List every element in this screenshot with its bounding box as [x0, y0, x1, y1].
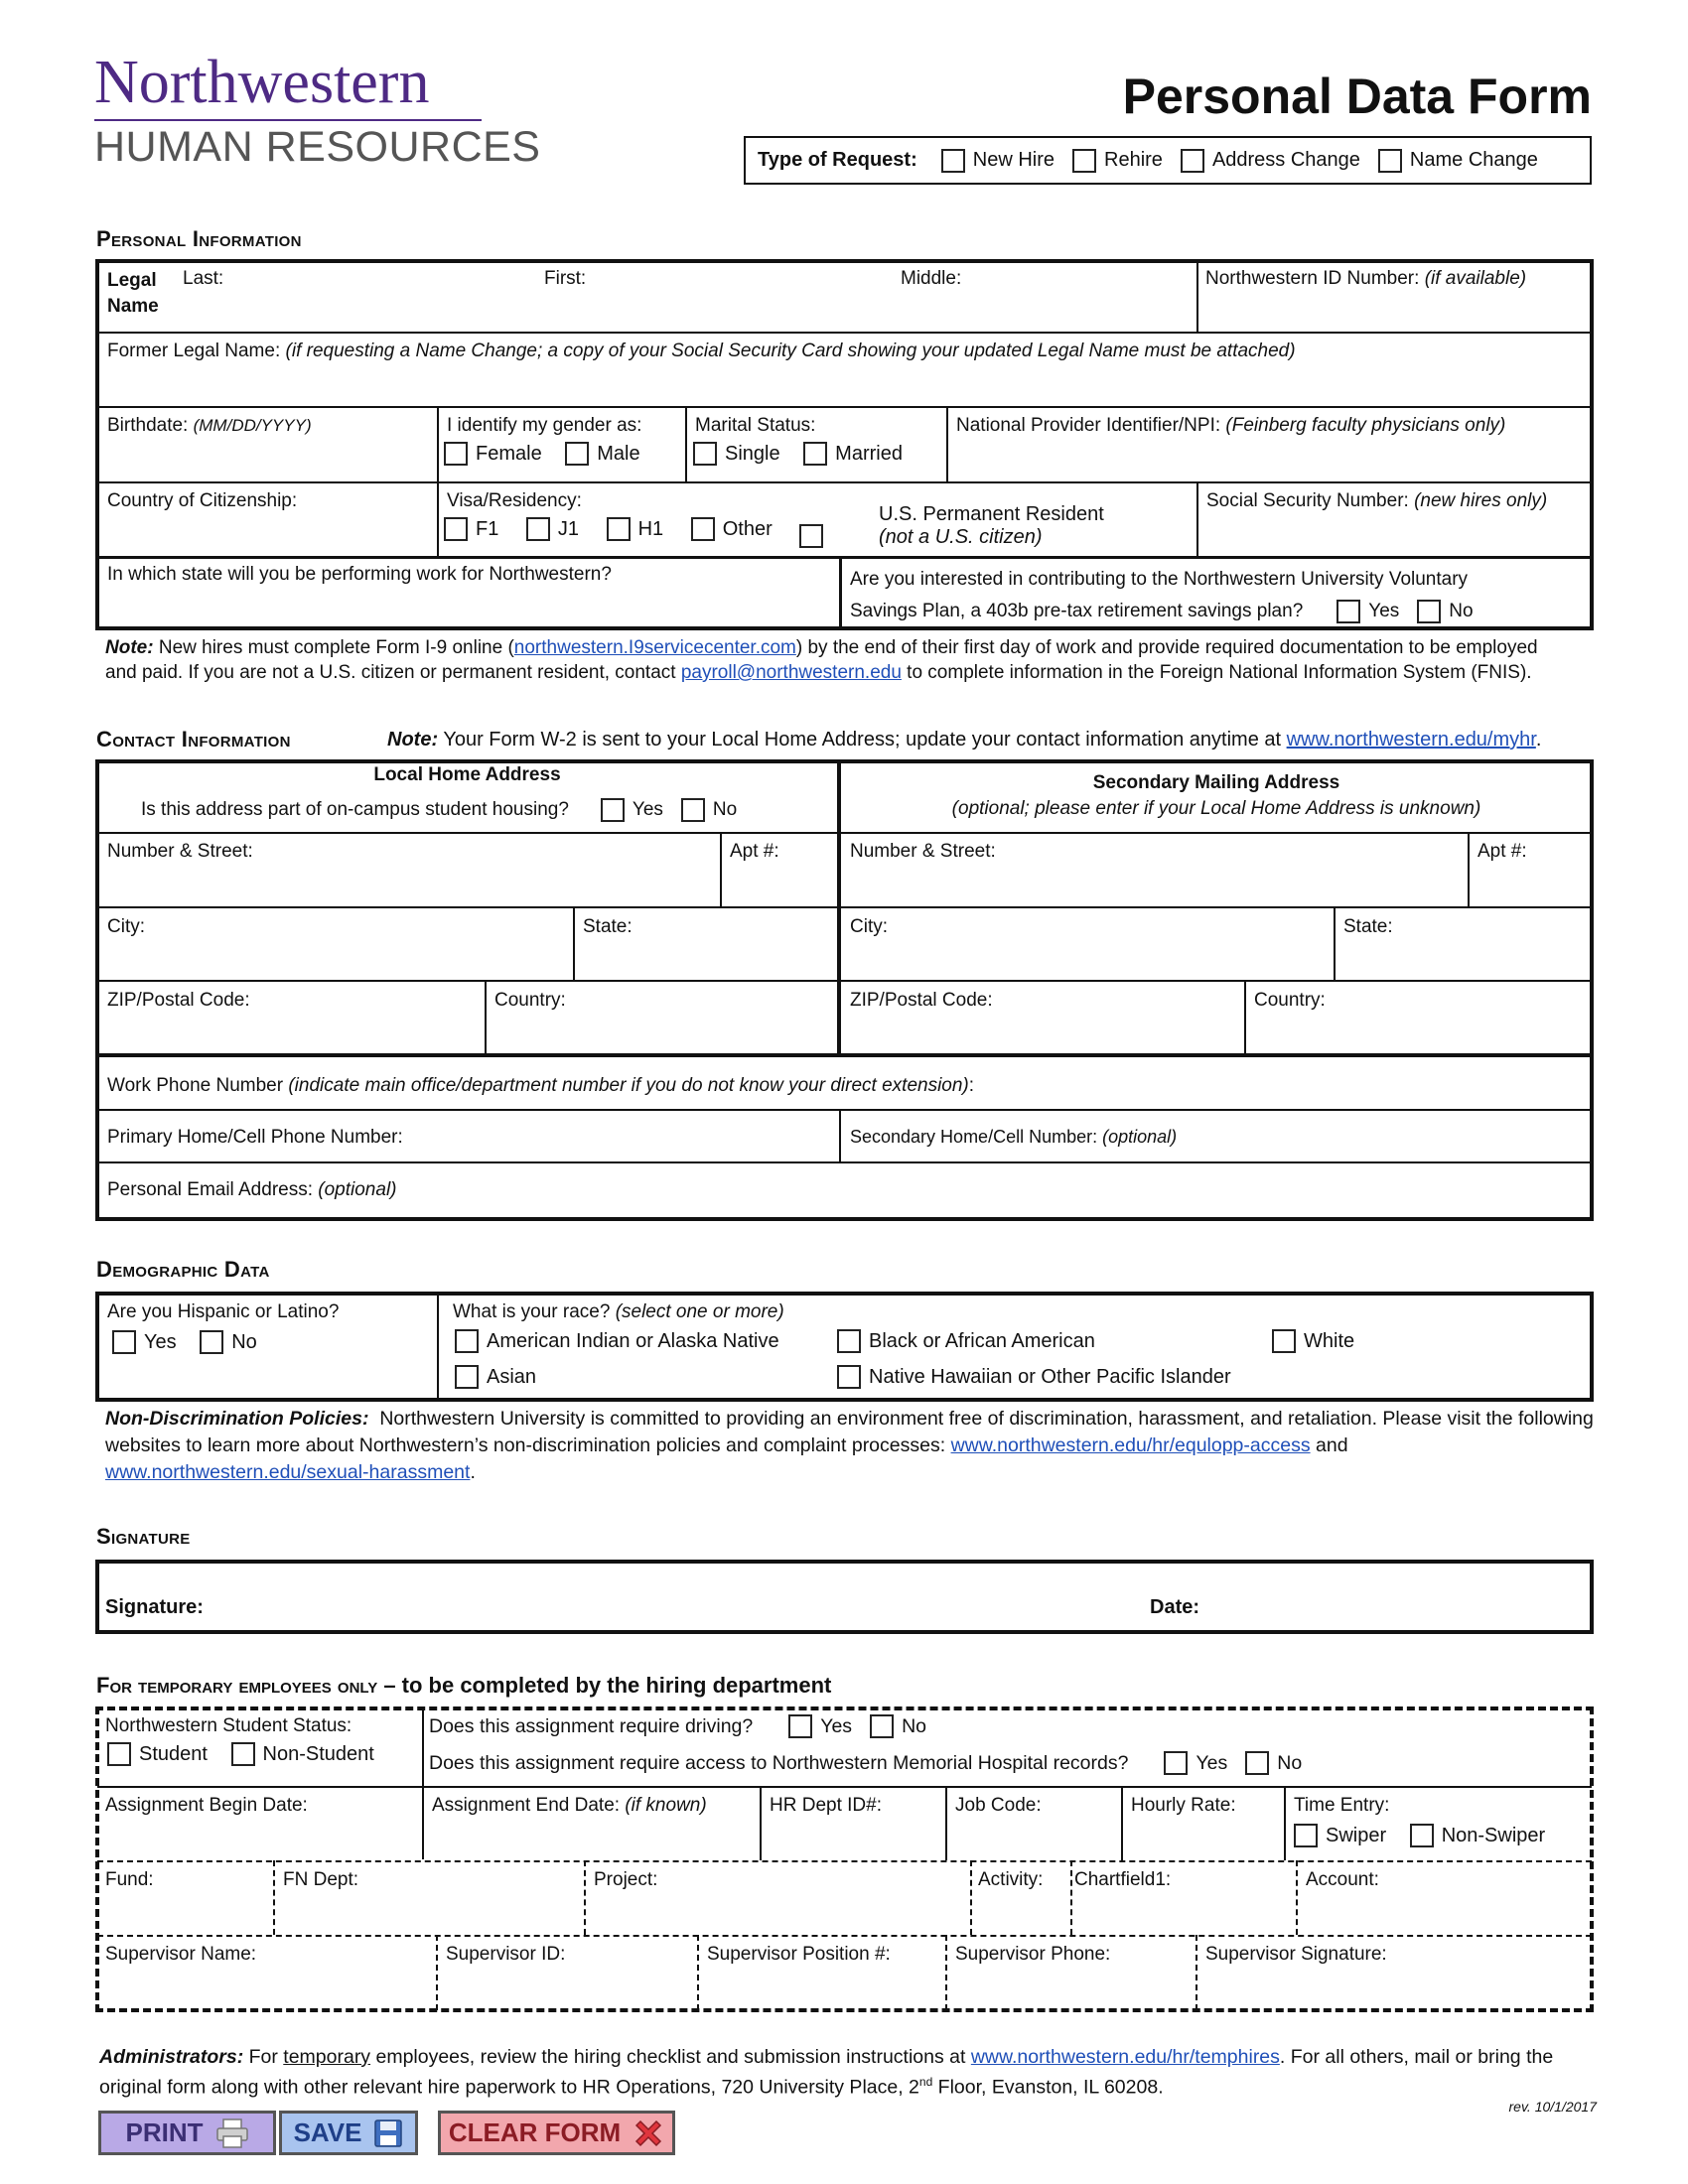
- male-label: Male: [597, 442, 640, 465]
- job-code-input[interactable]: [951, 1821, 1116, 1856]
- married-label: Married: [835, 442, 903, 465]
- secondary-zip-input[interactable]: [846, 1014, 1239, 1049]
- row-divider: [97, 1860, 1592, 1862]
- legal-name-input[interactable]: [179, 292, 1182, 328]
- ssn-input[interactable]: [1203, 516, 1589, 552]
- single-checkbox[interactable]: [693, 442, 717, 466]
- row-divider: [97, 832, 1592, 834]
- nu-id-input[interactable]: [1201, 294, 1589, 328]
- hospital-yes-label: Yes: [1196, 1751, 1228, 1774]
- hospital-question: Does this assignment require access to Northwestern Memorial Hospital records? Yes No: [429, 1751, 1303, 1774]
- sexual-harassment-link[interactable]: www.northwestern.edu/sexual-harassment: [105, 1461, 471, 1483]
- project-input[interactable]: [590, 1894, 965, 1932]
- j1-label: J1: [557, 517, 580, 540]
- married-checkbox[interactable]: [803, 442, 827, 466]
- perm-resident-label: U.S. Permanent Resident (not a U.S. citizen): [879, 503, 1104, 548]
- nu-id-label: Northwestern ID Number: (if available): [1205, 268, 1527, 289]
- supervisor-position-input[interactable]: [703, 1970, 941, 2005]
- end-date-label: Assignment End Date: (if known): [432, 1795, 707, 1816]
- other-visa-label: Other: [722, 517, 773, 540]
- clear-form-button-label: CLEAR FORM: [448, 2117, 622, 2147]
- payroll-email-link[interactable]: payroll@northwestern.edu: [680, 662, 902, 683]
- h1-label: H1: [637, 517, 664, 540]
- rehire-checkbox[interactable]: [1072, 149, 1096, 173]
- white-checkbox[interactable]: [1272, 1329, 1296, 1353]
- secondary-city-label: City:: [850, 916, 888, 937]
- myhr-link[interactable]: www.northwestern.edu/myhr: [1286, 729, 1536, 751]
- birthdate-label: Birthdate: (MM/DD/YYYY): [107, 415, 312, 436]
- col-divider: [422, 1708, 424, 1859]
- work-phone-input[interactable]: [1043, 1064, 1587, 1104]
- race-white: [1272, 1329, 1372, 1359]
- name-change-label: Name Change: [1409, 149, 1538, 171]
- former-name-input[interactable]: [103, 365, 1588, 403]
- student-status-label: Northwestern Student Status:: [105, 1715, 352, 1736]
- save-button[interactable]: [279, 2111, 418, 2155]
- personal-info-heading: Personal Information: [96, 226, 302, 251]
- name-change-checkbox[interactable]: [1378, 149, 1402, 173]
- citizenship-label: Country of Citizenship:: [107, 490, 298, 511]
- american-indian-checkbox[interactable]: [455, 1329, 479, 1353]
- new-hire-label: New Hire: [972, 149, 1055, 171]
- project-label: Project:: [594, 1869, 658, 1890]
- local-home-title: Local Home Address: [373, 764, 561, 785]
- savings-yes-label: Yes: [1368, 601, 1400, 621]
- visa-options: [444, 517, 823, 548]
- secondary-street-label: Number & Street:: [850, 841, 996, 862]
- birthdate-input[interactable]: [103, 441, 431, 478]
- floppy-disk-icon: [373, 2118, 403, 2148]
- hispanic-no-label: No: [231, 1330, 257, 1353]
- work-phone-label: Work Phone Number (indicate main office/department number if you do not know your direct extension):: [107, 1075, 975, 1096]
- row-divider: [97, 980, 1592, 982]
- activity-input[interactable]: [976, 1894, 1065, 1932]
- other-visa-checkbox[interactable]: [691, 517, 715, 541]
- logo: [94, 49, 541, 172]
- contact-info-heading: Contact Information: [96, 727, 291, 751]
- secondary-address-title: Secondary Mailing Address (optional; please enter if your Local Home Address is unknown): [951, 772, 1481, 819]
- row-divider: [97, 906, 1592, 908]
- asian-label: Asian: [487, 1365, 537, 1388]
- row-divider: [97, 1786, 1592, 1788]
- hospital-no-label: No: [1277, 1751, 1303, 1774]
- primary-phone-input[interactable]: [427, 1116, 834, 1156]
- middle-name-label: Middle:: [901, 268, 962, 289]
- rehire-label: Rehire: [1104, 149, 1163, 171]
- hispanic-yes-checkbox[interactable]: [112, 1330, 136, 1354]
- race-question: What is your race? (select one or more): [453, 1301, 784, 1322]
- logo-rule: [94, 119, 482, 121]
- revision-date: rev. 10/1/2017: [1508, 2099, 1597, 2115]
- supervisor-id-label: Supervisor ID:: [446, 1944, 566, 1965]
- american-indian-label: American Indian or Alaska Native: [487, 1329, 779, 1352]
- supervisor-name-label: Supervisor Name:: [105, 1944, 257, 1965]
- email-input[interactable]: [427, 1168, 1589, 1210]
- signature-label: Signature:: [105, 1596, 204, 1618]
- print-button-label: PRINT: [125, 2117, 204, 2147]
- non-discrimination-policy: Non-Discrimination Policies: Northwestern University is committed to providing an environment free of discrimination, harassment, and retaliation. Please visit the following websites to learn more about Northwestern’s non-discrimination policies and complaint processes: www.northwestern.edu/hr/equlopp-access and www.northwestern.edu/sexual-harassment.: [105, 1408, 1594, 1483]
- new-hire-checkbox[interactable]: [941, 149, 965, 173]
- driving-question: Does this assignment require driving? Yes No: [429, 1714, 926, 1737]
- local-state-label: State:: [583, 916, 633, 937]
- clear-form-button[interactable]: [438, 2111, 675, 2155]
- hr-dept-input[interactable]: [766, 1821, 940, 1856]
- first-name-label: First:: [544, 268, 587, 289]
- local-apt-label: Apt #:: [730, 841, 779, 862]
- npi-input[interactable]: [953, 441, 1589, 478]
- account-input[interactable]: [1302, 1894, 1588, 1932]
- local-country-input[interactable]: [491, 1014, 834, 1049]
- page-title: Personal Data Form: [1122, 68, 1592, 124]
- visa-label: Visa/Residency:: [447, 490, 582, 511]
- housing-yes-checkbox[interactable]: [601, 798, 625, 822]
- hospital-yes-checkbox[interactable]: [1164, 1751, 1188, 1775]
- pacific-islander-checkbox[interactable]: [837, 1365, 861, 1389]
- secondary-state-input[interactable]: [1339, 940, 1588, 976]
- non-swiper-label: Non-Swiper: [1441, 1824, 1546, 1846]
- race-american-indian: [455, 1329, 797, 1359]
- time-entry-options: [1294, 1824, 1563, 1853]
- temp-heading: For temporary employees only – to be completed by the hiring department: [96, 1673, 832, 1698]
- female-label: Female: [476, 442, 542, 465]
- swiper-checkbox[interactable]: [1294, 1824, 1318, 1847]
- f1-checkbox[interactable]: [444, 517, 468, 541]
- savings-no-checkbox[interactable]: [1417, 600, 1441, 623]
- citizenship-input[interactable]: [103, 516, 431, 552]
- local-city-input[interactable]: [103, 940, 568, 976]
- w2-note: Note: Your Form W-2 is sent to your Local Home Address; update your contact information anytime at www.northwestern.edu/myhr.: [387, 729, 1542, 751]
- email-label: Personal Email Address: (optional): [107, 1179, 397, 1200]
- supervisor-id-input[interactable]: [442, 1970, 692, 2005]
- job-code-label: Job Code:: [955, 1795, 1042, 1816]
- row-divider: [97, 481, 1592, 483]
- student-label: Student: [139, 1742, 208, 1765]
- signature-heading: Signature: [96, 1524, 191, 1549]
- supervisor-phone-label: Supervisor Phone:: [955, 1944, 1111, 1965]
- housing-question: Is this address part of on-campus student housing? Yes No: [141, 799, 738, 820]
- j1-checkbox[interactable]: [526, 517, 550, 541]
- driving-yes-label: Yes: [820, 1714, 853, 1737]
- begin-date-input[interactable]: [103, 1821, 417, 1856]
- last-name-label: Last:: [183, 268, 224, 289]
- perm-resident-checkbox[interactable]: [799, 524, 823, 548]
- time-entry-label: Time Entry:: [1294, 1795, 1390, 1816]
- driving-no-checkbox[interactable]: [870, 1714, 894, 1738]
- non-swiper-checkbox[interactable]: [1410, 1824, 1434, 1847]
- savings-no-label: No: [1449, 601, 1474, 621]
- savings-yes-checkbox[interactable]: [1336, 600, 1360, 623]
- supervisor-signature-input[interactable]: [1201, 1970, 1589, 2005]
- i9-note: Note: New hires must complete Form I-9 online (northwestern.I9servicecenter.com) by the end of their first day of work and provide required documentation to be employed and paid. If you are not a U.S. citizen or permanent resident, contact payroll@northwestern.edu to complete information in the Foreign National Information System (FNIS).: [105, 637, 1538, 683]
- female-checkbox[interactable]: [444, 442, 468, 466]
- chartfield-input[interactable]: [1076, 1894, 1291, 1932]
- secondary-country-label: Country:: [1254, 990, 1326, 1011]
- supervisor-name-input[interactable]: [101, 1970, 431, 2005]
- housing-no-checkbox[interactable]: [681, 798, 705, 822]
- hr-dept-label: HR Dept ID#:: [770, 1795, 882, 1816]
- hourly-rate-input[interactable]: [1127, 1821, 1280, 1856]
- administrators-note: Administrators: For temporary employees, review the hiring checklist and submission instructions at www.northwestern.edu/hr/temphires. For all others, mail or bring the original form along with other relevant hire paperwork to HR Operations, 720 University Place, 2nd Floor, Evanston, IL 60208.: [99, 2046, 1554, 2099]
- driving-no-label: No: [902, 1714, 926, 1737]
- logo-subtitle: HUMAN RESOURCES: [94, 123, 541, 171]
- hospital-no-checkbox[interactable]: [1245, 1751, 1269, 1775]
- non-student-checkbox[interactable]: [231, 1742, 255, 1766]
- male-checkbox[interactable]: [565, 442, 589, 466]
- fund-label: Fund:: [105, 1869, 154, 1890]
- request-type-label: Type of Request:: [758, 149, 917, 171]
- red-x-icon: [633, 2117, 664, 2149]
- black-checkbox[interactable]: [837, 1329, 861, 1353]
- fund-input[interactable]: [101, 1894, 268, 1932]
- supervisor-signature-label: Supervisor Signature:: [1205, 1944, 1387, 1965]
- race-asian: [455, 1365, 554, 1395]
- end-date-input[interactable]: [428, 1821, 756, 1856]
- secondary-street-input[interactable]: [846, 866, 1462, 903]
- local-zip-label: ZIP/Postal Code:: [107, 990, 250, 1011]
- local-state-input[interactable]: [579, 940, 835, 976]
- gender-options: [444, 442, 658, 472]
- work-state-label: In which state will you be performing work for Northwestern?: [107, 564, 612, 585]
- gender-label: I identify my gender as:: [447, 415, 642, 436]
- local-street-label: Number & Street:: [107, 841, 253, 862]
- primary-phone-label: Primary Home/Cell Phone Number:: [107, 1127, 403, 1148]
- race-black: [837, 1329, 1113, 1359]
- row-divider: [97, 1109, 1592, 1111]
- col-divider: [839, 1109, 841, 1161]
- housing-yes-label: Yes: [632, 799, 663, 820]
- signature-date-label: Date:: [1150, 1596, 1200, 1618]
- secondary-city-input[interactable]: [846, 940, 1329, 976]
- signature-input[interactable]: [213, 1573, 1127, 1625]
- account-label: Account:: [1306, 1869, 1379, 1890]
- black-label: Black or African American: [869, 1329, 1095, 1352]
- race-pacific-islander: [837, 1365, 1249, 1395]
- secondary-phone-input[interactable]: [1201, 1116, 1589, 1156]
- local-apt-input[interactable]: [725, 866, 834, 903]
- supervisor-position-label: Supervisor Position #:: [707, 1944, 891, 1965]
- h1-checkbox[interactable]: [607, 517, 631, 541]
- chartfield-label: Chartfield1:: [1074, 1869, 1172, 1890]
- row-divider: [97, 1161, 1592, 1163]
- fn-dept-input[interactable]: [279, 1894, 579, 1932]
- address-change-label: Address Change: [1211, 149, 1360, 171]
- asian-checkbox[interactable]: [455, 1365, 479, 1389]
- equal-opportunity-link[interactable]: www.northwestern.edu/hr/equlopp-access: [950, 1434, 1311, 1456]
- print-button[interactable]: [98, 2111, 276, 2155]
- marital-label: Marital Status:: [695, 415, 816, 436]
- white-label: White: [1304, 1329, 1355, 1352]
- student-status-options: [107, 1742, 392, 1772]
- secondary-country-input[interactable]: [1250, 1014, 1588, 1049]
- npi-label: National Provider Identifier/NPI: (Feinberg faculty physicians only): [956, 415, 1506, 436]
- non-student-label: Non-Student: [262, 1742, 374, 1765]
- savings-plan-question: Are you interested in contributing to the Northwestern University Voluntary Savings Plan, a 403b pre-tax retirement savings plan? Yes No: [842, 558, 1499, 633]
- demographic-heading: Demographic Data: [96, 1257, 270, 1282]
- temphires-link[interactable]: www.northwestern.edu/hr/temphires: [970, 2046, 1280, 2068]
- secondary-apt-label: Apt #:: [1477, 841, 1527, 862]
- logo-wordmark: Northwestern: [94, 49, 430, 116]
- local-street-input[interactable]: [103, 866, 715, 903]
- begin-date-label: Assignment Begin Date:: [105, 1795, 308, 1816]
- secondary-zip-label: ZIP/Postal Code:: [850, 990, 993, 1011]
- secondary-phone-label: Secondary Home/Cell Number: (optional): [850, 1127, 1178, 1147]
- driving-yes-checkbox[interactable]: [788, 1714, 812, 1738]
- hispanic-options: [112, 1330, 275, 1360]
- col-divider: [437, 1294, 439, 1400]
- fn-dept-label: FN Dept:: [283, 1869, 359, 1890]
- save-button-label: SAVE: [293, 2117, 362, 2147]
- work-state-input[interactable]: [103, 590, 828, 625]
- printer-icon: [215, 2118, 249, 2148]
- address-bottom-rule: [97, 1053, 1592, 1057]
- row-divider: [97, 406, 1592, 408]
- secondary-state-label: State:: [1343, 916, 1393, 937]
- secondary-apt-input[interactable]: [1474, 866, 1589, 903]
- f1-label: F1: [476, 517, 499, 540]
- row-divider: [97, 332, 1592, 334]
- swiper-label: Swiper: [1326, 1824, 1387, 1846]
- local-country-label: Country:: [494, 990, 566, 1011]
- single-label: Single: [725, 442, 780, 465]
- ssn-label: Social Security Number: (new hires only): [1206, 490, 1548, 511]
- address-change-checkbox[interactable]: [1181, 149, 1204, 173]
- activity-label: Activity:: [978, 1869, 1044, 1890]
- hourly-rate-label: Hourly Rate:: [1131, 1795, 1236, 1816]
- request-type-box: [744, 136, 1592, 185]
- housing-no-label: No: [712, 799, 738, 820]
- hispanic-no-checkbox[interactable]: [200, 1330, 223, 1354]
- signature-date-input[interactable]: [1216, 1573, 1584, 1625]
- hispanic-yes-label: Yes: [144, 1330, 177, 1353]
- marital-options: [693, 442, 920, 472]
- local-zip-input[interactable]: [103, 1014, 481, 1049]
- hispanic-question: Are you Hispanic or Latino?: [107, 1301, 340, 1322]
- student-checkbox[interactable]: [107, 1742, 131, 1766]
- local-city-label: City:: [107, 916, 145, 937]
- i9-link[interactable]: northwestern.I9servicecenter.com: [513, 637, 796, 658]
- supervisor-phone-input[interactable]: [951, 1970, 1190, 2005]
- former-name-label: Former Legal Name: (if requesting a Name Change; a copy of your Social Security Card showing your updated Legal Name must be attached): [107, 341, 1296, 361]
- pacific-islander-label: Native Hawaiian or Other Pacific Islander: [869, 1365, 1231, 1388]
- row-divider: [97, 1935, 1592, 1937]
- legal-name-label: Legal Name: [107, 270, 159, 317]
